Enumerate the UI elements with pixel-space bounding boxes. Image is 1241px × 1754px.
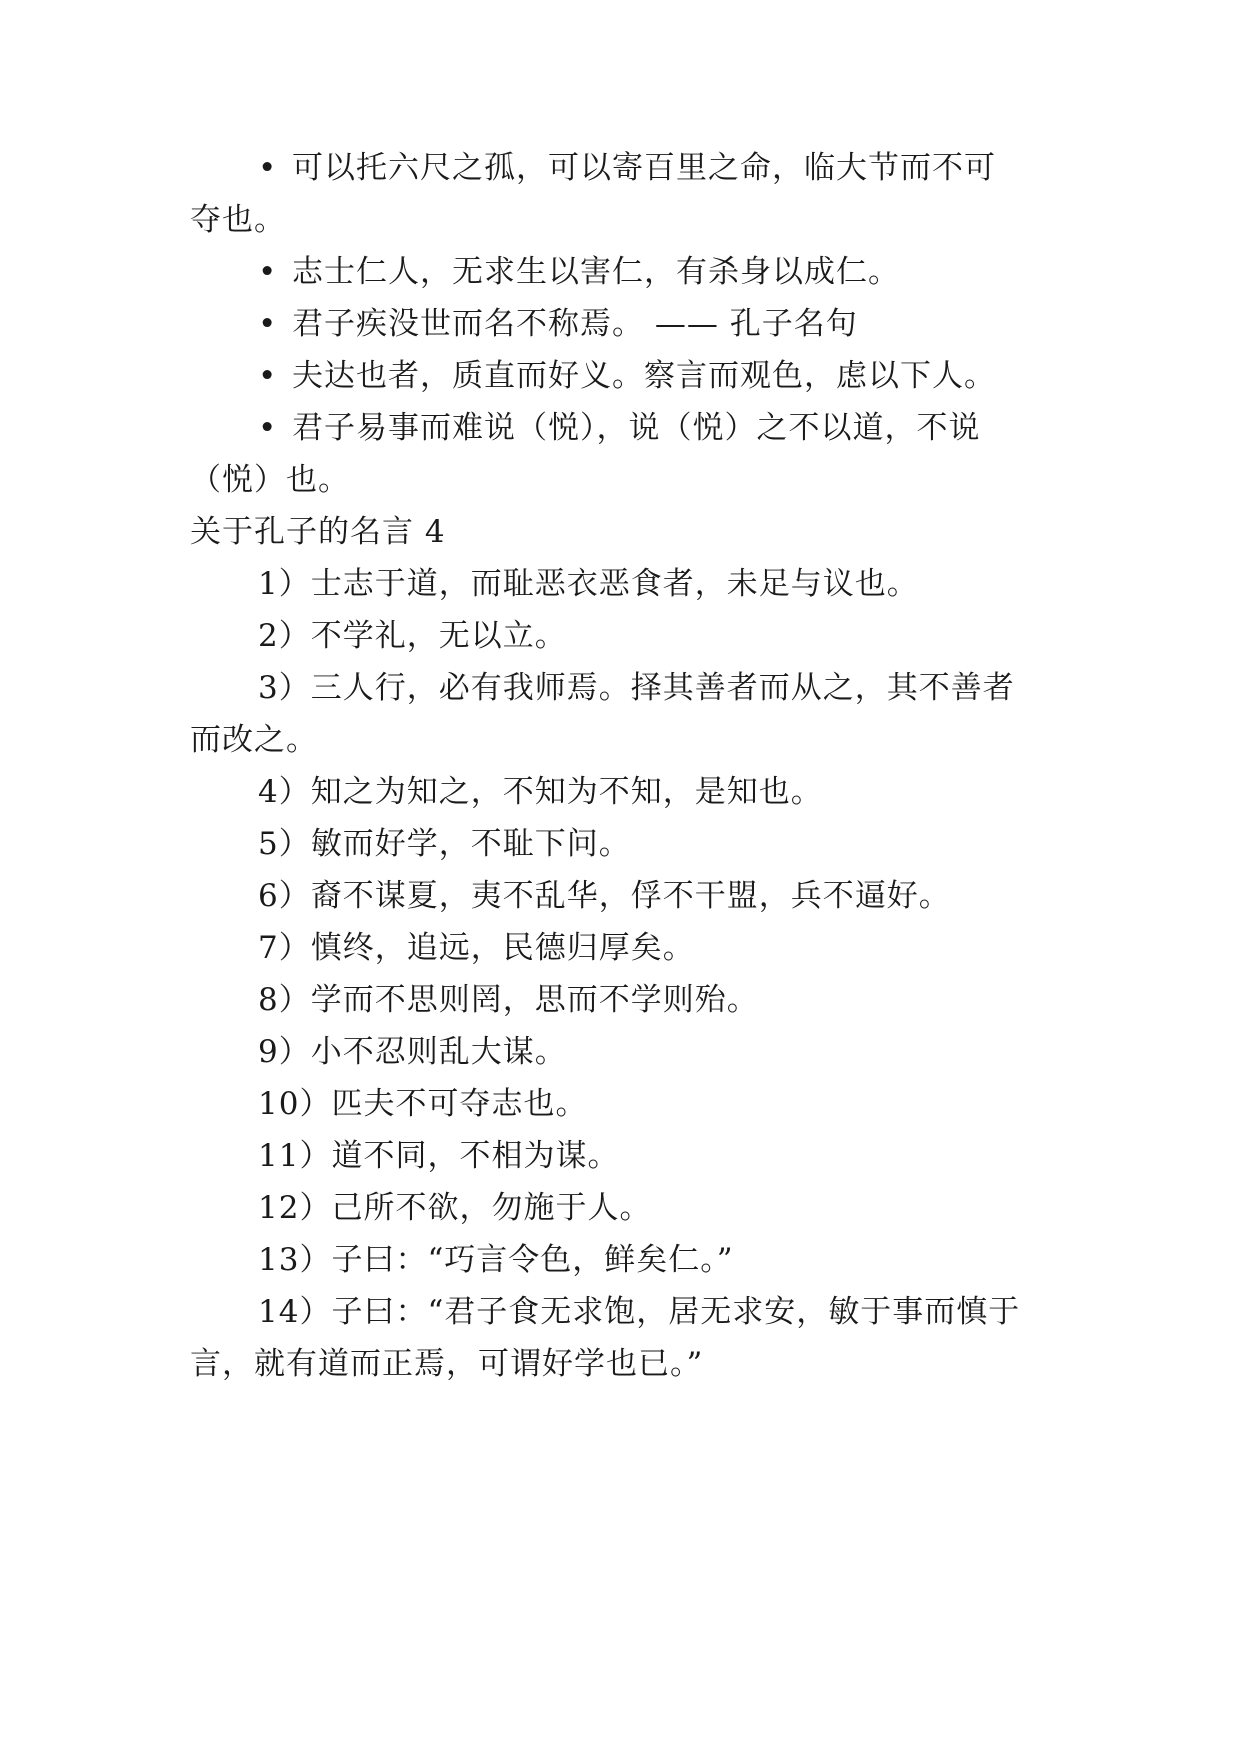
quote-item: [258, 928, 1050, 968]
bullet-marker: •: [258, 358, 278, 394]
item-text: 匹夫不可夺志也。: [331, 1086, 588, 1122]
bullet-marker: •: [258, 254, 278, 290]
quote-item: [258, 1136, 1050, 1176]
item-number: 7）: [258, 930, 311, 966]
quote-item: [258, 668, 1050, 708]
item-continuation: 而改之。: [190, 722, 318, 758]
item-text: 不学礼，无以立。: [310, 618, 567, 654]
quote-item: [258, 1032, 1050, 1072]
bullet-text: 志士仁人，无求生以害仁，有杀身以成仁。: [292, 254, 900, 290]
item-number: 4）: [258, 774, 311, 810]
item-text: 慎终，追远，民德归厚矣。: [310, 930, 695, 966]
item-text: 士志于道，而耻恶衣恶食者，未足与议也。: [310, 566, 919, 602]
item-number: 8）: [258, 982, 311, 1018]
bullet-line: [258, 356, 1050, 396]
item-number: 2）: [258, 618, 311, 654]
item-text: 敏而好学，不耻下问。: [310, 826, 631, 862]
bullet-marker: •: [258, 410, 278, 446]
item-number: 6）: [258, 878, 311, 914]
item-continuation: 言，就有道而正焉，可谓好学也已。”: [190, 1346, 704, 1382]
item-number: 10）: [258, 1086, 332, 1122]
quote-item: [258, 876, 1050, 916]
bullet-line: [258, 408, 1050, 448]
item-number: 5）: [258, 826, 311, 862]
bullet-continuation: （悦）也。: [190, 462, 350, 498]
quote-item: [258, 1240, 1050, 1280]
bullet-text: 君子疾没世而名不称焉。 —— 孔子名句: [292, 306, 858, 342]
bullet-line: [258, 304, 1050, 344]
item-number: 1）: [258, 566, 311, 602]
bullet-line: [258, 252, 1050, 292]
quote-item: [258, 564, 1050, 604]
item-text: 己所不欲，勿施于人。: [331, 1190, 652, 1226]
quote-item: [258, 1188, 1050, 1228]
item-text: 道不同，不相为谋。: [331, 1138, 620, 1174]
section-heading: 关于孔子的名言 4: [190, 514, 446, 550]
item-text: 子曰：“君子食无求饱，居无求安，敏于事而慎于: [331, 1294, 1021, 1330]
item-text: 知之为知之，不知为不知，是知也。: [310, 774, 823, 810]
bullet-line: [258, 148, 1050, 188]
bullet-text: 夫达也者，质直而好义。察言而观色，虑以下人。: [292, 358, 996, 394]
quote-item: [258, 1292, 1050, 1332]
item-number: 3）: [258, 670, 311, 706]
bullet-text: 君子易事而难说（悦），说（悦）之不以道，不说: [292, 410, 981, 446]
item-text: 裔不谋夏，夷不乱华，俘不干盟，兵不逼好。: [310, 878, 951, 914]
item-number: 11）: [258, 1138, 332, 1174]
quote-item: [258, 1084, 1050, 1124]
item-number: 13）: [258, 1242, 332, 1278]
bullet-marker: •: [258, 306, 278, 342]
quote-item: [258, 772, 1050, 812]
item-text: 小不忍则乱大谋。: [310, 1034, 567, 1070]
bullet-continuation: 夺也。: [190, 202, 286, 238]
item-number: 9）: [258, 1034, 311, 1070]
item-text: 子曰：“巧言令色，鲜矣仁。”: [331, 1242, 734, 1278]
item-number: 12）: [258, 1190, 332, 1226]
quote-item: [258, 824, 1050, 864]
bullet-text: 可以托六尺之孤，可以寄百里之命，临大节而不可: [292, 150, 996, 186]
quote-item: [258, 616, 1050, 656]
item-text: 三人行，必有我师焉。择其善者而从之，其不善者: [310, 670, 1015, 706]
item-text: 学而不思则罔，思而不学则殆。: [310, 982, 759, 1018]
item-number: 14）: [258, 1294, 332, 1330]
quote-item: [258, 980, 1050, 1020]
bullet-marker: •: [258, 150, 278, 186]
